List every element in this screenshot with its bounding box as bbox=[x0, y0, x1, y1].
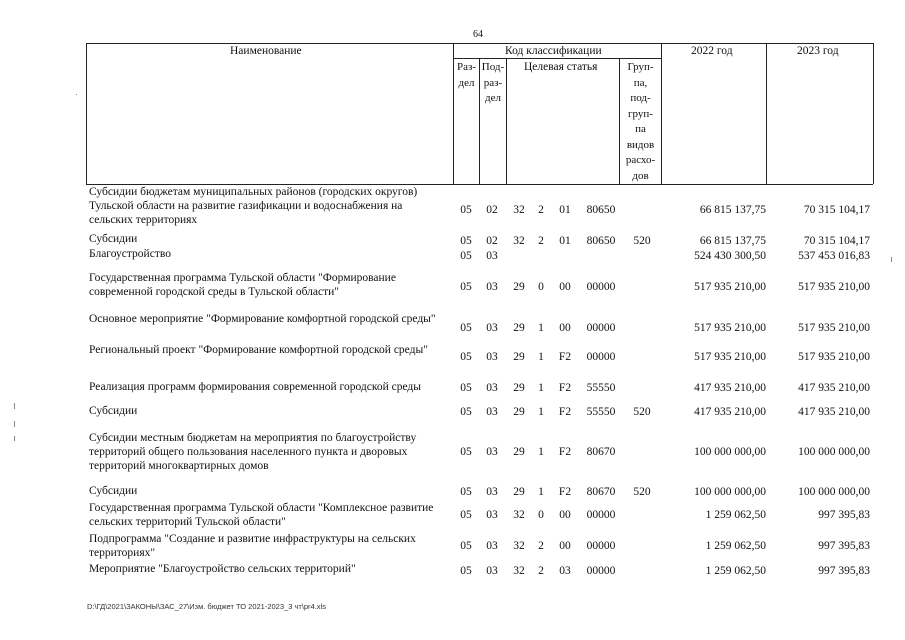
row-code-pr: 03 bbox=[486, 540, 498, 552]
row-code-cs4: 00000 bbox=[586, 509, 616, 521]
header-year-2023: 2023 год bbox=[797, 45, 839, 57]
header-group-line: видов bbox=[626, 138, 655, 151]
row-code-cs4: 55550 bbox=[586, 406, 616, 418]
row-code-pr: 03 bbox=[486, 406, 498, 418]
row-code-pr: 03 bbox=[486, 382, 498, 394]
row-value-2023: 997 395,83 bbox=[818, 509, 870, 521]
row-name: Благоустройство bbox=[89, 248, 171, 260]
header-code: Код классификации bbox=[505, 45, 602, 57]
header-podrazdel-line: раз- bbox=[483, 76, 503, 89]
row-code-pr: 03 bbox=[486, 446, 498, 458]
row-code-cs4: 80650 bbox=[586, 204, 616, 216]
row-name: Субсидии bbox=[89, 405, 138, 417]
header-year-2022: 2022 год bbox=[691, 45, 733, 57]
row-code-cs1: 29 bbox=[513, 351, 525, 363]
row-code-cs1: 29 bbox=[513, 382, 525, 394]
row-code-rz: 05 bbox=[460, 509, 472, 521]
row-code-cs2: 1 bbox=[538, 486, 544, 498]
row-code-rz: 05 bbox=[460, 322, 472, 334]
row-code-cs3: F2 bbox=[558, 446, 572, 458]
code-subheader-line bbox=[453, 58, 661, 59]
row-code-cs1: 32 bbox=[513, 204, 525, 216]
row-value-2023: 537 453 016,83 bbox=[798, 250, 870, 262]
row-code-cs3: F2 bbox=[558, 382, 572, 394]
row-code-cs4: 00000 bbox=[586, 322, 616, 334]
row-code-cs4: 55550 bbox=[586, 382, 616, 394]
row-code-cs2: 1 bbox=[538, 382, 544, 394]
row-value-2023: 517 935 210,00 bbox=[798, 322, 870, 334]
row-name: Субсидии bbox=[89, 485, 138, 497]
row-code-pr: 02 bbox=[486, 235, 498, 247]
scan-mark bbox=[14, 421, 15, 427]
row-code-rz: 05 bbox=[460, 446, 472, 458]
row-code-cs4: 00000 bbox=[586, 281, 616, 293]
row-code-vr: 520 bbox=[633, 486, 651, 498]
row-code-cs2: 1 bbox=[538, 351, 544, 363]
header-group-line: па, bbox=[633, 76, 648, 89]
header-group-line: расхо- bbox=[625, 154, 656, 166]
row-value-2023: 997 395,83 bbox=[818, 540, 870, 552]
header-target-article: Целевая статья bbox=[524, 61, 598, 73]
row-code-pr: 03 bbox=[486, 486, 498, 498]
row-code-cs3: 03 bbox=[559, 565, 571, 577]
row-code-cs4: 80670 bbox=[586, 486, 616, 498]
row-code-rz: 05 bbox=[460, 281, 472, 293]
row-code-cs4: 00000 bbox=[586, 565, 616, 577]
row-code-cs3: 00 bbox=[559, 281, 571, 293]
row-code-cs4: 80650 bbox=[586, 235, 616, 247]
header-group-line: Груп- bbox=[627, 61, 654, 73]
header-podrazdel-line: дел bbox=[485, 92, 501, 104]
row-code-cs2: 1 bbox=[538, 406, 544, 418]
row-code-cs1: 29 bbox=[513, 281, 525, 293]
row-code-cs1: 29 bbox=[513, 322, 525, 334]
row-code-rz: 05 bbox=[460, 235, 472, 247]
row-code-cs1: 32 bbox=[513, 509, 525, 521]
row-value-2022: 517 935 210,00 bbox=[694, 281, 766, 293]
row-value-2022: 417 935 210,00 bbox=[694, 382, 766, 394]
row-name: Государственная программа Тульской области "Комплексное развитие сельских территорий Тульской области" bbox=[89, 502, 434, 528]
row-code-cs3: F2 bbox=[558, 486, 572, 498]
row-code-cs2: 2 bbox=[538, 235, 544, 247]
row-name: Субсидии бюджетам муниципальных районов (городских округов) Тульской области на развитие газификации и водоснабжения на сельских территориях bbox=[89, 186, 418, 226]
row-value-2023: 417 935 210,00 bbox=[798, 406, 870, 418]
row-code-cs4: 00000 bbox=[586, 351, 616, 363]
row-value-2022: 66 815 137,75 bbox=[699, 235, 766, 247]
row-code-cs3: F2 bbox=[558, 351, 572, 363]
row-code-pr: 03 bbox=[486, 281, 498, 293]
row-code-cs3: 00 bbox=[559, 540, 571, 552]
row-code-rz: 05 bbox=[460, 486, 472, 498]
scan-mark bbox=[76, 94, 77, 95]
page-number: 64 bbox=[473, 29, 483, 40]
row-value-2022: 1 259 062,50 bbox=[705, 540, 766, 552]
row-code-cs1: 32 bbox=[513, 565, 525, 577]
header-group-line: груп- bbox=[628, 107, 653, 120]
scan-mark bbox=[14, 403, 15, 409]
row-code-cs3: 01 bbox=[559, 204, 571, 216]
row-code-cs4: 00000 bbox=[586, 540, 616, 552]
row-code-pr: 03 bbox=[486, 250, 498, 262]
row-value-2022: 100 000 000,00 bbox=[694, 486, 766, 498]
row-value-2022: 100 000 000,00 bbox=[694, 446, 766, 458]
col-divider-2022 bbox=[766, 43, 767, 184]
row-code-cs1: 29 bbox=[513, 486, 525, 498]
header-name: Наименование bbox=[230, 45, 302, 57]
row-value-2022: 417 935 210,00 bbox=[694, 406, 766, 418]
row-code-cs2: 1 bbox=[538, 446, 544, 458]
row-code-rz: 05 bbox=[460, 540, 472, 552]
header-top-border bbox=[86, 43, 873, 44]
header-razdel-line: Раз- bbox=[456, 61, 476, 73]
row-code-cs1: 29 bbox=[513, 446, 525, 458]
row-code-pr: 03 bbox=[486, 565, 498, 577]
row-code-cs3: 00 bbox=[559, 322, 571, 334]
header-group bbox=[620, 60, 661, 184]
row-code-pr: 03 bbox=[486, 322, 498, 334]
row-value-2023: 100 000 000,00 bbox=[798, 486, 870, 498]
row-value-2022: 66 815 137,75 bbox=[699, 204, 766, 216]
header-podrazdel bbox=[480, 60, 506, 107]
row-name: Региональный проект "Формирование комфортной городской среды" bbox=[89, 344, 428, 356]
header-group-line: па bbox=[635, 123, 646, 135]
row-code-rz: 05 bbox=[460, 406, 472, 418]
header-razdel-line: дел bbox=[458, 76, 475, 89]
row-code-cs2: 2 bbox=[538, 204, 544, 216]
row-code-rz: 05 bbox=[460, 204, 472, 216]
table-left-border bbox=[86, 43, 87, 184]
row-name: Основное мероприятие "Формирование комфортной городской среды" bbox=[89, 313, 436, 325]
row-code-cs2: 0 bbox=[538, 509, 544, 521]
row-code-cs1: 29 bbox=[513, 406, 525, 418]
header-podrazdel-line: Под- bbox=[481, 61, 505, 73]
row-name: Подпрограмма "Создание и развитие инфраструктуры на сельских территориях" bbox=[89, 533, 416, 559]
file-path-footer: D:\ГД\2021\ЗАКОНЫ\ЗАС_27\Изм. бюджет ТО 2021-2023_3 чт\pr4.xls bbox=[87, 602, 326, 611]
row-code-cs2: 0 bbox=[538, 281, 544, 293]
row-code-pr: 02 bbox=[486, 204, 498, 216]
row-code-rz: 05 bbox=[460, 565, 472, 577]
row-code-vr: 520 bbox=[633, 235, 651, 247]
row-name: Реализация программ формирования современной городской среды bbox=[89, 381, 422, 393]
header-group-line: дов bbox=[632, 169, 649, 182]
scan-mark bbox=[891, 257, 892, 262]
row-code-rz: 05 bbox=[460, 351, 472, 363]
header-group-line: под- bbox=[630, 92, 651, 104]
row-value-2022: 524 430 300,50 bbox=[694, 250, 766, 262]
col-divider-podrazdel bbox=[506, 58, 507, 184]
scan-mark bbox=[14, 436, 15, 441]
row-code-pr: 03 bbox=[486, 351, 498, 363]
row-code-cs3: 00 bbox=[559, 509, 571, 521]
col-divider-code bbox=[661, 43, 662, 184]
row-value-2023: 997 395,83 bbox=[818, 565, 870, 577]
row-value-2022: 1 259 062,50 bbox=[705, 565, 766, 577]
row-code-rz: 05 bbox=[460, 382, 472, 394]
row-code-vr: 520 bbox=[633, 406, 651, 418]
row-code-cs3: F2 bbox=[558, 406, 572, 418]
row-value-2022: 517 935 210,00 bbox=[694, 322, 766, 334]
header-razdel bbox=[454, 60, 479, 91]
row-name: Субсидии bbox=[89, 233, 138, 245]
row-code-cs1: 32 bbox=[513, 540, 525, 552]
row-name: Государственная программа Тульской области "Формирование современной городской среды в Тульской области" bbox=[89, 272, 396, 298]
row-code-cs2: 1 bbox=[538, 322, 544, 334]
row-code-cs3: 01 bbox=[559, 235, 571, 247]
row-code-cs2: 2 bbox=[538, 540, 544, 552]
row-name: Мероприятие "Благоустройство сельских территорий" bbox=[89, 563, 356, 575]
row-value-2022: 517 935 210,00 bbox=[694, 351, 766, 363]
row-value-2023: 100 000 000,00 bbox=[798, 446, 870, 458]
row-value-2023: 517 935 210,00 bbox=[798, 281, 870, 293]
row-value-2023: 70 315 104,17 bbox=[803, 235, 870, 247]
row-value-2023: 417 935 210,00 bbox=[798, 382, 870, 394]
row-value-2023: 517 935 210,00 bbox=[798, 351, 870, 363]
row-code-cs1: 32 bbox=[513, 235, 525, 247]
row-code-cs2: 2 bbox=[538, 565, 544, 577]
row-name: Субсидии местным бюджетам на мероприятия по благоустройству территорий общего пользования населенного пункта и дворовых территорий многоквартирных домов bbox=[89, 432, 417, 472]
row-code-pr: 03 bbox=[486, 509, 498, 521]
row-code-rz: 05 bbox=[460, 250, 472, 262]
row-value-2023: 70 315 104,17 bbox=[803, 204, 870, 216]
row-value-2022: 1 259 062,50 bbox=[705, 509, 766, 521]
row-code-cs4: 80670 bbox=[586, 446, 616, 458]
table-right-border bbox=[873, 43, 874, 184]
